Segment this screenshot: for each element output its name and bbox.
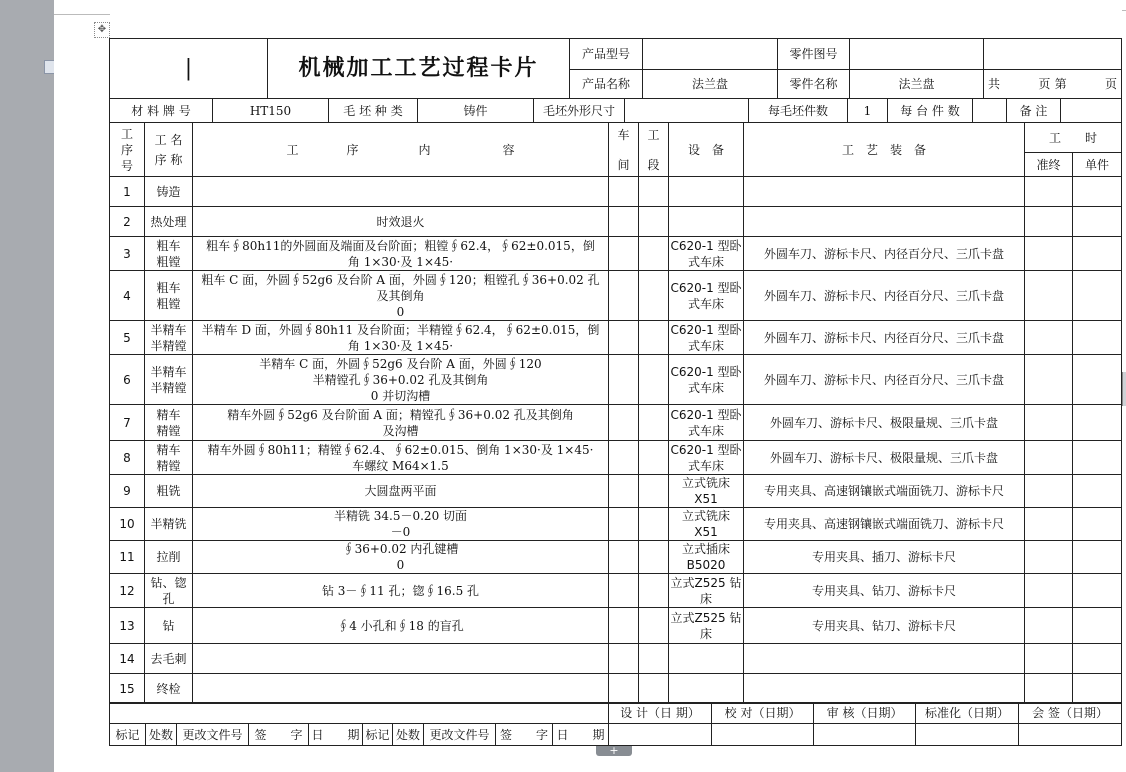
table-row [110,574,1122,608]
step-name: 钻、锪 孔 [145,574,193,608]
design-date[interactable]: 设 计（日 期） [609,703,712,724]
table-row [110,608,1122,644]
step-tooling[interactable]: 外圆车刀、游标卡尺、极限量规、三爪卡盘 [744,405,1025,441]
page-label: 页 [1038,77,1051,91]
date-label-2: 日 期 [553,724,609,746]
count-label-2: 处数 [393,724,424,746]
add-row-button[interactable]: + [596,746,632,756]
step-setup-time[interactable] [1025,541,1073,574]
step-tooling[interactable]: 外圆车刀、游标卡尺、内径百分尺、三爪卡盘 [744,237,1025,271]
date-label: 日 期 [309,724,363,746]
per-blank-value[interactable]: 1 [848,99,888,123]
step-tooling[interactable]: 外圆车刀、游标卡尺、内径百分尺、三爪卡盘 [744,355,1025,405]
step-name: 粗铣 [145,475,193,508]
step-no: 6 [110,355,145,405]
product-model-label: 产品型号 [570,39,643,70]
product-name-label: 产品名称 [570,70,643,99]
product-model-value[interactable] [643,39,778,70]
page-corner-mark [1122,10,1126,11]
product-name-value[interactable]: 法兰盘 [643,70,778,99]
step-no: 9 [110,475,145,508]
signoff-blank [110,703,609,724]
step-tooling[interactable]: 外圆车刀、游标卡尺、内径百分尺、三爪卡盘 [744,321,1025,355]
col-content: 工 序 内 容 [193,123,609,177]
document-page [54,0,1126,772]
step-no: 3 [110,237,145,271]
step-tooling[interactable]: 外圆车刀、游标卡尺、内径百分尺、三爪卡盘 [744,271,1025,321]
step-equipment[interactable] [669,674,744,704]
step-content[interactable]: 半精车 D 面，外圆∮80h11 及台阶面；半精镗∮62.4，∮62±0.015，倒 角 1×30·及 1×45· [193,321,609,355]
count-label: 处数 [146,724,177,746]
text-cursor: | [184,55,193,81]
step-unit-time[interactable] [1073,321,1122,355]
part-name-value[interactable]: 法兰盘 [850,70,984,99]
step-unit-time[interactable] [1073,177,1122,207]
step-tooling[interactable]: 外圆车刀、游标卡尺、极限量规、三爪卡盘 [744,441,1025,475]
step-section[interactable] [639,475,669,508]
step-content[interactable]: 粗车∮80h11的外圆面及端面及台阶面；粗镗∮62.4，∮62±0.015，倒 角 1×30·及 1×45· [193,237,609,271]
step-workshop[interactable] [609,321,639,355]
step-tooling[interactable]: 专用夹具、高速钢镶嵌式端面铣刀、游标卡尺 [744,508,1025,541]
step-setup-time[interactable] [1025,574,1073,608]
col-step-name: 工 名 序 称 [145,123,193,177]
step-equipment[interactable] [669,207,744,237]
step-workshop[interactable] [609,177,639,207]
step-unit-time[interactable] [1073,405,1122,441]
step-equipment[interactable]: 立式插床 B5020 [669,541,744,574]
table-row [110,508,1122,541]
step-no: 2 [110,207,145,237]
step-unit-time[interactable] [1073,541,1122,574]
step-setup-time[interactable] [1025,237,1073,271]
step-content[interactable]: 精车外圆∮52g6 及台阶面 A 面；精镗孔∮36+0.02 孔及其倒角 及沟槽 [193,405,609,441]
step-unit-time[interactable] [1073,355,1122,405]
step-workshop[interactable] [609,441,639,475]
part-name-label: 零件名称 [778,70,850,99]
step-name: 半精铣 [145,508,193,541]
step-setup-time[interactable] [1025,508,1073,541]
total-label: 共 [988,77,1001,91]
step-equipment[interactable] [669,644,744,674]
step-no: 10 [110,508,145,541]
step-equipment[interactable]: C620-1 型卧 式车床 [670,442,742,473]
step-section[interactable] [639,405,669,441]
step-content[interactable]: 半精铣 34.5－0.20 切面 －0 [193,508,609,541]
step-name: 精车 精镗 [145,441,193,475]
table-row [110,237,1122,271]
step-unit-time[interactable] [1073,475,1122,508]
step-content[interactable]: 精车外圆∮80h11；精镗∮62.4、∮62±0.015、倒角 1×30·及 1×45· 车螺纹 M64×1.5 [193,441,609,475]
step-equipment[interactable]: C620-1 型卧 式车床 [670,322,742,353]
step-name: 终检 [145,674,193,704]
sign-label-2: 签 字 [496,724,553,746]
step-setup-time[interactable] [1025,441,1073,475]
page-label-2: 页 [1104,77,1117,91]
logo-cell [110,39,268,99]
header-blank-cell[interactable] [984,39,1122,70]
nth-label: 第 [1054,77,1067,91]
step-no: 4 [110,271,145,321]
sign-label: 签 字 [249,724,309,746]
step-content[interactable]: 钻 3－∮11 孔；锪∮16.5 孔 [193,574,609,608]
step-section[interactable] [639,674,669,704]
design-sign[interactable] [609,724,712,746]
step-unit-time[interactable] [1073,574,1122,608]
blank-size-value[interactable] [625,99,749,123]
standard-sign[interactable] [916,724,1019,746]
part-drawing-value[interactable] [850,39,984,70]
step-name: 半精车 半精镗 [145,355,193,405]
col-hours: 工 时 [1025,123,1122,153]
step-section[interactable] [639,508,669,541]
step-workshop[interactable] [609,508,639,541]
step-workshop[interactable] [609,608,639,644]
step-equipment[interactable]: C620-1 型卧 式车床 [670,238,742,269]
step-workshop[interactable] [609,674,639,704]
step-tooling[interactable]: 专用夹具、钻刀、游标卡尺 [744,574,1025,608]
step-workshop[interactable] [609,475,639,508]
step-tooling[interactable]: 专用夹具、插刀、游标卡尺 [744,541,1025,574]
col-workshop: 车 间 [609,123,639,177]
step-no: 15 [110,674,145,704]
step-setup-time[interactable] [1025,177,1073,207]
step-equipment[interactable]: C620-1 型卧 式车床 [669,271,744,321]
remark-label: 备 注 [1007,99,1061,123]
step-equipment[interactable]: 立式Z525 钻 床 [669,608,744,644]
step-workshop[interactable] [609,271,639,321]
check-date[interactable]: 校 对（日期） [712,703,814,724]
step-name: 铸造 [145,177,193,207]
step-equipment[interactable]: 立式铣床 X51 [669,508,744,541]
table-row [110,177,1122,207]
step-equipment[interactable]: 立式Z525 钻 床 [669,574,744,608]
step-content[interactable] [193,177,609,207]
step-content[interactable]: 半精车 C 面，外圆∮52g6 及台阶 A 面，外圆∮120 半精镗孔∮36+0.02 孔及其倒角 0 并切沟槽 [193,355,609,405]
step-setup-time[interactable] [1025,271,1073,321]
page-count-cell[interactable] [984,70,1122,99]
col-setup-time: 准终 [1025,153,1073,177]
step-unit-time[interactable] [1073,237,1122,271]
step-setup-time[interactable] [1025,355,1073,405]
step-section[interactable] [639,574,669,608]
step-no: 5 [110,321,145,355]
per-unit-label: 每 台 件 数 [888,99,973,123]
step-section[interactable] [639,541,669,574]
per-unit-value[interactable] [973,99,1007,123]
table-row [110,405,1122,441]
step-content[interactable]: 大圆盘两平面 [193,475,609,508]
step-section[interactable] [639,271,669,321]
step-workshop[interactable] [609,405,639,441]
step-name: 钻 [145,608,193,644]
step-name: 拉削 [145,541,193,574]
step-section[interactable] [639,355,669,405]
step-content[interactable]: 粗车 C 面，外圆∮52g6 及台阶 A 面，外圆∮120；粗镗孔∮36+0.02 孔 及其倒角 0 [193,271,609,321]
col-equipment: 设 备 [669,123,744,177]
step-name: 粗车 粗镗 [145,271,193,321]
countersign-date[interactable]: 会 签（日期） [1019,703,1122,724]
step-tooling[interactable] [744,644,1025,674]
table-row [110,271,1122,321]
step-equipment[interactable]: C620-1 型卧 式车床 [669,405,744,441]
step-unit-time[interactable] [1073,508,1122,541]
table-row [110,674,1122,704]
per-blank-label: 每毛坯件数 [749,99,848,123]
step-setup-time[interactable] [1025,674,1073,704]
step-section[interactable] [639,207,669,237]
step-section[interactable] [639,608,669,644]
step-section[interactable] [639,644,669,674]
step-unit-time[interactable] [1073,674,1122,704]
step-unit-time[interactable] [1073,207,1122,237]
step-no: 8 [110,441,145,475]
step-name: 半精车 半精镗 [145,321,193,355]
review-sign[interactable] [814,724,916,746]
countersign-sign[interactable] [1019,724,1122,746]
step-setup-time[interactable] [1025,475,1073,508]
left-ruler [0,0,54,772]
step-equipment[interactable]: C620-1 型卧 式车床 [669,355,744,405]
step-no: 1 [110,177,145,207]
step-content[interactable]: ∮36+0.02 内孔键槽 0 [193,541,609,574]
step-setup-time[interactable] [1025,321,1073,355]
table-row [110,321,1122,355]
col-section: 工 段 [639,123,669,177]
table-row [110,644,1122,674]
step-setup-time[interactable] [1025,207,1073,237]
step-unit-time[interactable] [1073,644,1122,674]
scroll-marker[interactable] [1122,372,1126,406]
step-content[interactable]: 时效退火 [193,207,609,237]
step-no: 12 [110,574,145,608]
blank-type-value[interactable]: 铸件 [418,99,534,123]
part-drawing-label: 零件图号 [778,39,850,70]
col-tooling: 工 艺 装 备 [744,123,1025,177]
step-unit-time[interactable] [1073,608,1122,644]
material-value[interactable]: HT150 [213,99,329,123]
step-unit-time[interactable] [1073,441,1122,475]
step-no: 11 [110,541,145,574]
step-name: 热处理 [145,207,193,237]
blank-type-label: 毛 坯 种 类 [329,99,418,123]
change-doc-label-2: 更改文件号 [424,724,496,746]
remark-value[interactable] [1061,99,1122,123]
step-tooling[interactable]: 专用夹具、钻刀、游标卡尺 [744,608,1025,644]
step-tooling[interactable] [744,177,1025,207]
header-table [109,38,1122,99]
step-equipment[interactable] [669,177,744,207]
step-section[interactable] [639,441,669,475]
step-section[interactable] [639,177,669,207]
step-no: 14 [110,644,145,674]
material-table [109,98,1122,123]
page-corner-mark [54,14,110,15]
step-section[interactable] [639,237,669,271]
step-name: 粗车 粗镗 [145,237,193,271]
step-name: 去毛刺 [145,644,193,674]
check-sign[interactable] [712,724,814,746]
step-unit-time[interactable] [1073,271,1122,321]
review-date[interactable]: 审 核（日期） [814,703,916,724]
step-workshop[interactable] [609,644,639,674]
step-workshop[interactable] [609,574,639,608]
table-row [110,541,1122,574]
table-row [110,441,1122,475]
step-no: 13 [110,608,145,644]
change-doc-label: 更改文件号 [177,724,249,746]
process-table [109,122,1122,704]
step-tooling[interactable] [744,207,1025,237]
col-step-no: 工 序 号 [110,123,145,177]
signoff-table [109,702,1122,746]
step-workshop[interactable] [609,541,639,574]
col-unit-time: 单件 [1073,153,1122,177]
step-content[interactable]: ∮4 小孔和∮18 的盲孔 [193,608,609,644]
step-workshop[interactable] [609,355,639,405]
step-workshop[interactable] [609,207,639,237]
step-name: 精车 精镗 [145,405,193,441]
table-row [110,207,1122,237]
step-tooling[interactable]: 专用夹具、高速钢镶嵌式端面铣刀、游标卡尺 [744,475,1025,508]
table-row [110,355,1122,405]
step-content[interactable] [193,674,609,704]
page-title: 机械加工工艺过程卡片 [268,39,570,99]
step-setup-time[interactable] [1025,608,1073,644]
step-no: 7 [110,405,145,441]
step-workshop[interactable] [609,237,639,271]
table-move-icon[interactable]: ✥ [94,22,110,38]
mark-label-2: 标记 [363,724,393,746]
material-label: 材 料 牌 号 [110,99,213,123]
step-section[interactable] [639,321,669,355]
step-setup-time[interactable] [1025,644,1073,674]
step-tooling[interactable] [744,674,1025,704]
standard-date[interactable]: 标准化（日期） [916,703,1019,724]
step-equipment[interactable]: 立式铣床 X51 [669,475,744,508]
step-content[interactable] [193,644,609,674]
blank-size-label: 毛坯外形尺寸 [534,99,625,123]
table-row [110,475,1122,508]
mark-label: 标记 [110,724,146,746]
step-setup-time[interactable] [1025,405,1073,441]
